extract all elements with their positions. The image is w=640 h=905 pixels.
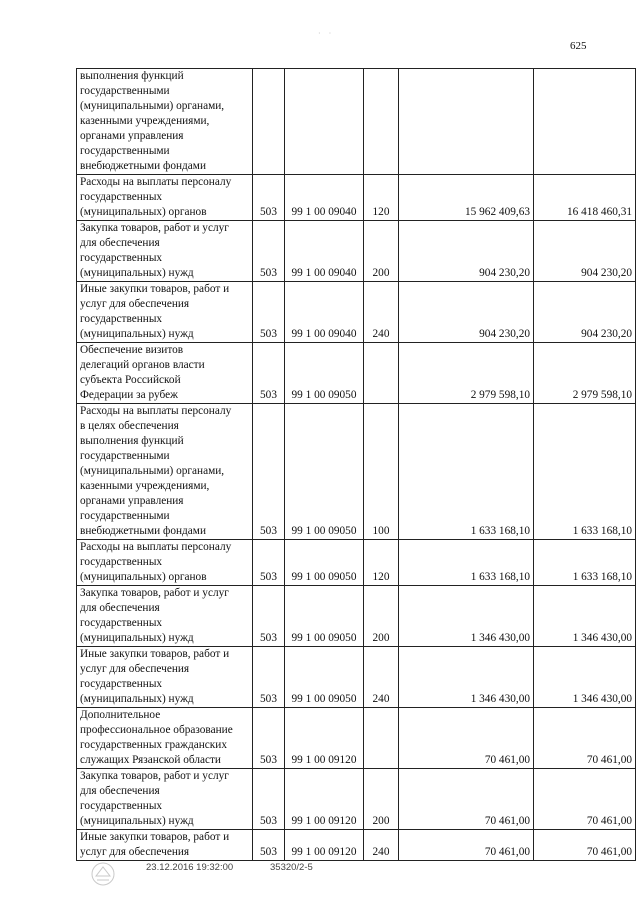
row-name-line: субъекта Российской — [80, 374, 181, 386]
row-section-cell: 503 — [253, 647, 285, 708]
row-name-line: выполнения функций — [80, 70, 184, 82]
row-amount-2018-cell: 1 633 168,10 — [534, 540, 636, 586]
row-section-cell: 503 — [253, 404, 285, 540]
row-section-cell: 503 — [253, 221, 285, 282]
row-amount-2018-cell: 904 230,20 — [534, 282, 636, 343]
row-name-line: в целях обеспечения — [80, 420, 179, 432]
table-row — [77, 540, 636, 586]
row-code-cell: 99 1 00 09040 — [285, 221, 364, 282]
row-amount-2018-cell: 904 230,20 — [534, 221, 636, 282]
row-amount-2017-cell: 70 461,00 — [399, 708, 534, 769]
row-expense-type-cell: 120 — [364, 540, 399, 586]
row-name-cell — [77, 404, 253, 540]
page-number: 625 — [570, 40, 587, 52]
footer-datetime: 23.12.2016 19:32:00 — [146, 862, 234, 873]
row-name-line: внебюджетными фондами — [80, 160, 206, 172]
row-name-line: (муниципальных) органов — [80, 206, 207, 218]
row-name-cell — [77, 830, 253, 861]
row-name-line: делегаций органов власти — [80, 359, 205, 371]
row-expense-type-cell — [364, 69, 399, 175]
row-code-cell: 99 1 00 09040 — [285, 282, 364, 343]
table-row — [77, 769, 636, 830]
row-code-cell: 99 1 00 09050 — [285, 540, 364, 586]
row-expense-type-cell: 200 — [364, 769, 399, 830]
table-row — [77, 404, 636, 540]
row-name-line: Иные закупки товаров, работ и — [80, 831, 230, 843]
scan-specks: · · — [318, 29, 335, 38]
row-amount-2017-cell: 1 633 168,10 — [399, 540, 534, 586]
row-name-cell — [77, 69, 253, 175]
row-expense-type-cell: 100 — [364, 404, 399, 540]
row-name-line: Обеспечение визитов — [80, 344, 184, 356]
row-expense-type-cell: 200 — [364, 586, 399, 647]
row-amount-2018-cell: 70 461,00 — [534, 708, 636, 769]
row-name-line: выполнения функций — [80, 435, 184, 447]
row-section-cell: 503 — [253, 175, 285, 221]
row-amount-2018-cell: 70 461,00 — [534, 769, 636, 830]
row-name-line: органами управления — [80, 495, 184, 507]
row-code-cell: 99 1 00 09120 — [285, 830, 364, 861]
row-name-line: для обеспечения — [80, 237, 160, 249]
row-name-line: государственных гражданских — [80, 739, 227, 751]
row-name-line: Расходы на выплаты персоналу — [80, 405, 232, 417]
budget-table-body — [77, 69, 636, 861]
row-name-line: Расходы на выплаты персоналу — [80, 541, 232, 553]
row-name-line: (муниципальных) органов — [80, 571, 207, 583]
row-name-cell — [77, 769, 253, 830]
row-amount-2018-cell: 1 633 168,10 — [534, 404, 636, 540]
row-code-cell: 99 1 00 09050 — [285, 343, 364, 404]
row-name-line: государственными — [80, 145, 170, 157]
row-name-line: (муниципальных) нужд — [80, 815, 194, 827]
row-amount-2017-cell: 70 461,00 — [399, 830, 534, 861]
row-name-line: государственных — [80, 191, 163, 203]
row-section-cell: 503 — [253, 282, 285, 343]
row-amount-2018-cell: 70 461,00 — [534, 830, 636, 861]
row-name-line: (муниципальными) органами, — [80, 100, 225, 112]
table-row — [77, 647, 636, 708]
row-name-line: для обеспечения — [80, 785, 160, 797]
row-name-line: услуг для обеспечения — [80, 298, 190, 310]
row-name-line: Иные закупки товаров, работ и — [80, 283, 230, 295]
row-name-line: казенными учреждениями, — [80, 480, 210, 492]
row-name-line: (муниципальных) нужд — [80, 693, 194, 705]
row-name-line: для обеспечения — [80, 602, 160, 614]
row-name-line: государственными — [80, 510, 170, 522]
row-code-cell: 99 1 00 09040 — [285, 175, 364, 221]
row-name-line: государственных — [80, 556, 163, 568]
table-row — [77, 282, 636, 343]
row-section-cell: 503 — [253, 586, 285, 647]
row-amount-2017-cell: 70 461,00 — [399, 769, 534, 830]
row-name-cell — [77, 586, 253, 647]
row-name-line: государственных — [80, 252, 163, 264]
row-amount-2018-cell — [534, 69, 636, 175]
row-expense-type-cell: 200 — [364, 221, 399, 282]
row-amount-2017-cell: 1 346 430,00 — [399, 647, 534, 708]
row-expense-type-cell: 240 — [364, 282, 399, 343]
row-name-line: услуг для обеспечения — [80, 846, 190, 858]
budget-table — [76, 68, 636, 861]
table-row — [77, 343, 636, 404]
table-row — [77, 221, 636, 282]
row-section-cell: 503 — [253, 830, 285, 861]
row-name-line: (муниципальных) нужд — [80, 267, 194, 279]
row-amount-2017-cell — [399, 69, 534, 175]
row-name-line: служащих Рязанской области — [80, 754, 221, 766]
row-amount-2017-cell: 1 633 168,10 — [399, 404, 534, 540]
row-name-line: казенными учреждениями, — [80, 115, 210, 127]
row-expense-type-cell — [364, 708, 399, 769]
row-name-line: профессиональное образование — [80, 724, 233, 736]
row-name-line: органами управления — [80, 130, 184, 142]
row-amount-2017-cell: 2 979 598,10 — [399, 343, 534, 404]
row-amount-2017-cell: 904 230,20 — [399, 282, 534, 343]
footer-doc-number: 35320/2-5 — [270, 862, 313, 873]
row-code-cell: 99 1 00 09050 — [285, 404, 364, 540]
row-name-line: Закупка товаров, работ и услуг — [80, 587, 229, 599]
row-name-cell — [77, 708, 253, 769]
row-name-line: Дополнительное — [80, 709, 161, 721]
row-name-cell — [77, 175, 253, 221]
row-section-cell: 503 — [253, 769, 285, 830]
row-name-line: Федерации за рубеж — [80, 389, 178, 401]
row-name-line: государственными — [80, 450, 170, 462]
row-amount-2018-cell: 1 346 430,00 — [534, 647, 636, 708]
row-name-line: (муниципальных) нужд — [80, 632, 194, 644]
row-name-line: внебюджетными фондами — [80, 525, 206, 537]
row-name-line: государственных — [80, 313, 163, 325]
table-row — [77, 830, 636, 861]
row-amount-2017-cell: 1 346 430,00 — [399, 586, 534, 647]
row-name-line: Расходы на выплаты персоналу — [80, 176, 232, 188]
row-name-cell — [77, 282, 253, 343]
row-code-cell: 99 1 00 09120 — [285, 708, 364, 769]
row-section-cell: 503 — [253, 540, 285, 586]
table-row — [77, 708, 636, 769]
row-code-cell: 99 1 00 09050 — [285, 586, 364, 647]
row-amount-2018-cell: 2 979 598,10 — [534, 343, 636, 404]
row-name-line: государственными — [80, 85, 170, 97]
row-name-line: Закупка товаров, работ и услуг — [80, 770, 229, 782]
row-name-line: государственных — [80, 678, 163, 690]
row-amount-2017-cell: 904 230,20 — [399, 221, 534, 282]
row-name-line: (муниципальными) органами, — [80, 465, 225, 477]
row-expense-type-cell: 240 — [364, 647, 399, 708]
row-name-line: государственных — [80, 617, 163, 629]
row-expense-type-cell: 240 — [364, 830, 399, 861]
row-name-cell — [77, 540, 253, 586]
row-amount-2018-cell: 1 346 430,00 — [534, 586, 636, 647]
row-section-cell: 503 — [253, 708, 285, 769]
table-row — [77, 586, 636, 647]
row-name-line: Закупка товаров, работ и услуг — [80, 222, 229, 234]
row-name-line: услуг для обеспечения — [80, 663, 190, 675]
row-name-cell — [77, 647, 253, 708]
row-expense-type-cell: 120 — [364, 175, 399, 221]
row-code-cell: 99 1 00 09050 — [285, 647, 364, 708]
row-name-cell — [77, 221, 253, 282]
row-name-line: Иные закупки товаров, работ и — [80, 648, 230, 660]
row-expense-type-cell — [364, 343, 399, 404]
table-row — [77, 175, 636, 221]
row-amount-2018-cell: 16 418 460,31 — [534, 175, 636, 221]
row-code-cell — [285, 69, 364, 175]
row-section-cell — [253, 69, 285, 175]
document-seal-icon — [88, 860, 118, 888]
row-section-cell: 503 — [253, 343, 285, 404]
row-amount-2017-cell: 15 962 409,63 — [399, 175, 534, 221]
table-row — [77, 69, 636, 175]
row-name-cell — [77, 343, 253, 404]
row-name-line: (муниципальных) нужд — [80, 328, 194, 340]
row-name-line: государственных — [80, 800, 163, 812]
row-code-cell: 99 1 00 09120 — [285, 769, 364, 830]
